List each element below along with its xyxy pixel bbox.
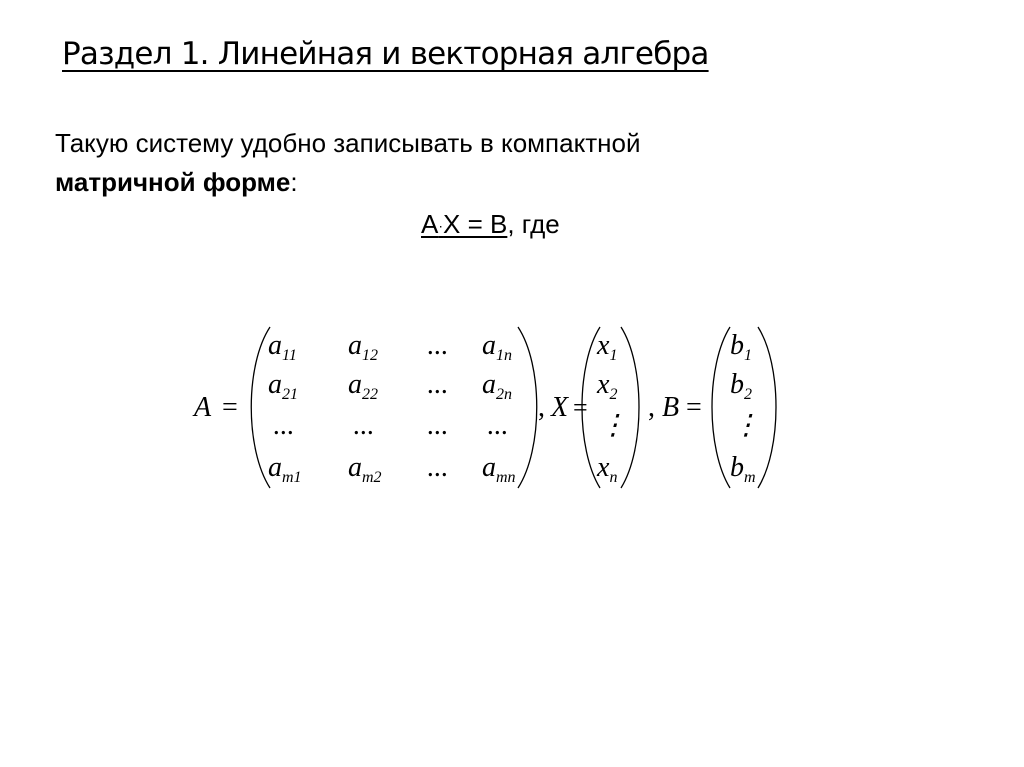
intro-line-1: Такую систему удобно записывать в компактной [55,128,641,158]
vector-x-entry-subscript: 2 [609,386,618,403]
vector-b-entry: ⋮ [732,410,760,441]
matrix-a-entry: ... [427,369,449,400]
matrix-a-entries [268,330,516,486]
equals-sign-b: = [686,392,702,423]
equals-sign-a: = [222,392,238,423]
vector-x-entry-subscript: 1 [609,347,618,364]
equation-a: A [421,209,439,239]
comma-before-b: , [648,392,655,423]
intro-colon: : [290,167,298,197]
vector-b-entry: $b_2$ [730,369,752,403]
matrix-a-entry-subscript: mn [496,469,516,486]
vector-b-entry: $b_1$ [730,330,752,364]
matrix-a-entry: ... [273,410,295,441]
equals-sign-x: = [573,393,588,422]
matrix-a-entry: $a_{2n}$ [482,369,512,403]
vector-x-name: X [551,392,569,423]
vector-b-left-bracket [712,327,730,488]
matrix-a-entry-subscript: 2n [496,386,512,403]
vector-b-entry: $b_m$ [730,452,756,486]
matrix-a-entry: $a_{m1}$ [268,452,302,486]
matrix-form-term: матричной форме [55,167,291,197]
vector-x-entry: $x_n$ [597,452,618,486]
vector-x-entry: $x_1$ [597,330,618,364]
vector-b-right-bracket [758,327,776,488]
vector-b-entry-subscript: m [744,469,756,486]
matrix-a-entry-subscript: 22 [362,386,378,403]
matrix-a-entry-subscript: 12 [362,347,378,364]
matrix-a-entry: ... [487,410,509,441]
matrix-a-name: A [194,392,212,423]
matrix-a-entry-subscript: 1n [496,347,512,364]
matrix-a-entry: ... [427,452,449,483]
matrix-a-entry: $a_{12}$ [348,330,378,364]
vector-b-entry-subscript: 2 [744,386,752,403]
vector-b-entry-subscript: 1 [744,347,752,364]
matrix-a-entry: $a_{mn}$ [482,452,516,486]
matrix-a-entry-subscript: 11 [282,347,297,364]
matrix-a-entry: $a_{m2}$ [348,452,382,486]
vector-x-entry-subscript: n [609,469,618,486]
equation-dot: · [438,217,444,234]
vector-x-right-bracket [621,327,639,488]
matrix-a-entry: $a_{22}$ [348,369,378,403]
matrix-a-entry: ... [427,330,449,361]
vector-b-entries [730,330,760,486]
vector-x-entry: $x_2$ [597,369,618,403]
matrix-a-entry-subscript: 21 [282,386,298,403]
matrix-a-entry: $a_{11}$ [268,330,297,364]
vector-x-entry: ⋮ [599,410,627,441]
vector-x-entries [596,330,627,486]
equation-x-equals-b: X = B [443,209,508,239]
matrix-a-entry: $a_{1n}$ [482,330,512,364]
equation-suffix: , где [507,209,560,239]
matrix-a-entry: $a_{21}$ [268,369,298,403]
slide-title: Раздел 1. Линейная и векторная алгебра [62,36,709,72]
vector-b-name: B [662,392,680,423]
matrix-a-right-bracket [518,327,537,488]
comma-before-x: , [538,392,545,423]
matrix-a-entry: ... [427,410,449,441]
matrix-a-entry: ... [353,410,375,441]
matrix-a-entry-subscript: m2 [362,469,382,486]
matrix-a-entry-subscript: m1 [282,469,302,486]
